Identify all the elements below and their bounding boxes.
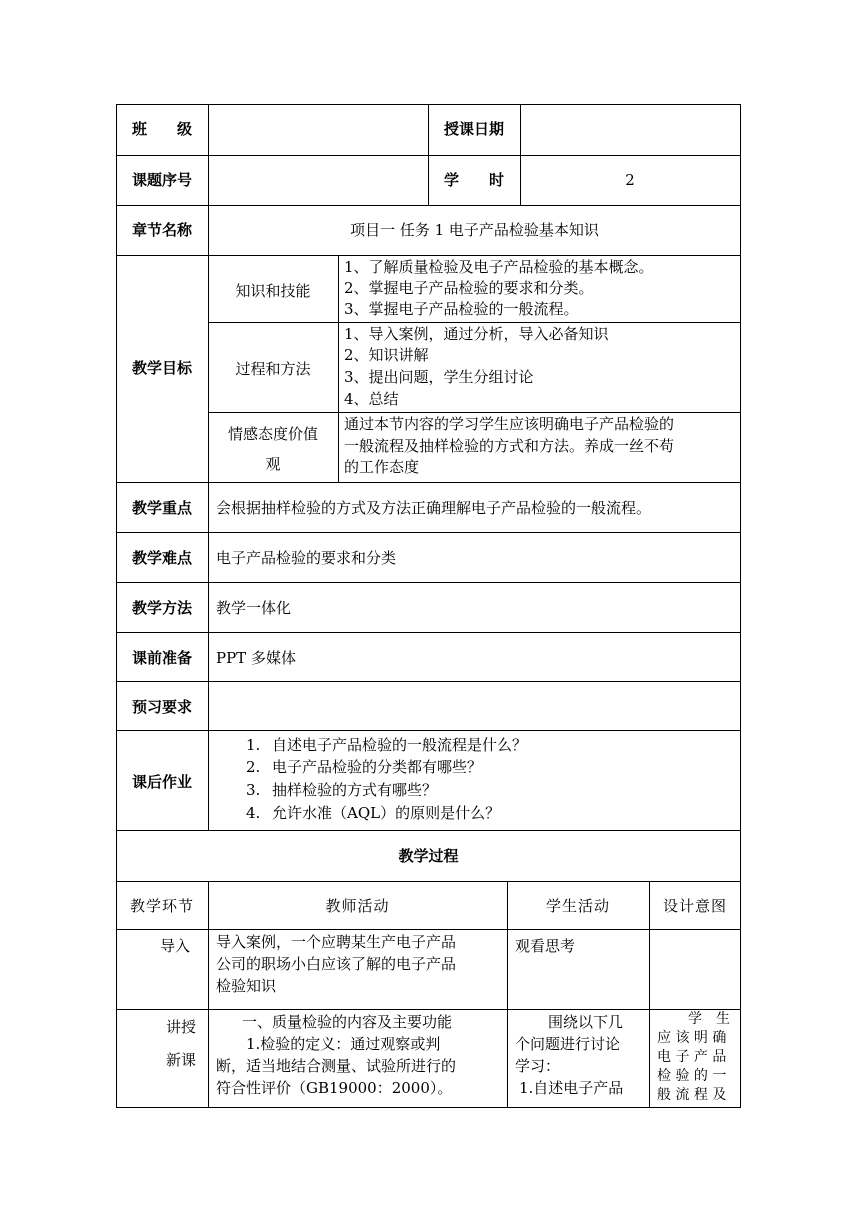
difficulty-value: 电子产品检验的要求和分类 bbox=[216, 549, 397, 567]
header-stage: 教学环节 bbox=[129, 897, 194, 915]
preparation-value: PPT 多媒体 bbox=[216, 649, 296, 667]
chapter-value: 项目一 任务 1 电子产品检验基本知识 bbox=[350, 221, 599, 239]
objective-knowledge-line: 1、了解质量检验及电子产品检验的基本概念。 bbox=[344, 258, 654, 276]
homework-item: 自述电子产品检验的一般流程是什么？ bbox=[272, 736, 528, 754]
homework-label: 课后作业 bbox=[131, 773, 192, 791]
objective-knowledge-line: 3、掌握电子产品检验的一般流程。 bbox=[344, 300, 579, 318]
intro-student-activity: 观看思考 bbox=[515, 937, 576, 955]
method-value: 教学一体化 bbox=[216, 599, 292, 617]
new-design-line: 应 该 明 确 bbox=[657, 1030, 727, 1046]
class-label: 班 级 bbox=[131, 120, 192, 138]
homework-number: 1. bbox=[246, 736, 261, 754]
objective-attitude-line: 的工作态度 bbox=[344, 458, 420, 476]
intro-stage: 导入 bbox=[160, 937, 191, 955]
lesson-number-label: 课题序号 bbox=[131, 171, 192, 189]
objective-process-line: 3、提出问题，学生分组讨论 bbox=[344, 368, 534, 386]
homework-item: 电子产品检验的分类都有哪些？ bbox=[272, 758, 483, 776]
intro-teacher-line: 导入案例，一个应聘某生产电子产品 bbox=[216, 933, 457, 951]
key-point-label: 教学重点 bbox=[131, 499, 192, 517]
objective-knowledge-line: 2、掌握电子产品检验的要求和分类。 bbox=[344, 279, 594, 297]
teaching-date-label: 授课日期 bbox=[443, 120, 504, 138]
difficulty-label: 教学难点 bbox=[131, 549, 192, 567]
new-lesson-stage: 新课 bbox=[166, 1051, 197, 1069]
new-teacher-line: 一、质量检验的内容及主要功能 bbox=[242, 1013, 453, 1031]
header-teacher-activity: 教师活动 bbox=[325, 897, 390, 915]
process-title: 教学过程 bbox=[398, 847, 459, 865]
preview-label: 预习要求 bbox=[131, 698, 192, 716]
preparation-label: 课前准备 bbox=[131, 649, 192, 667]
objective-process-label: 过程和方法 bbox=[235, 360, 311, 378]
new-teacher-line: 断，适当地结合测量、试验所进行的 bbox=[216, 1057, 457, 1075]
class-hours-label: 学 时 bbox=[443, 171, 504, 189]
new-teacher-line: 符合性评价（GB19000：2000）。 bbox=[216, 1079, 453, 1097]
homework-number: 3. bbox=[246, 781, 261, 799]
new-student-line: 1.自述电子产品 bbox=[519, 1079, 624, 1097]
objective-attitude-label: 观 bbox=[265, 455, 281, 473]
objectives-label: 教学目标 bbox=[131, 359, 192, 377]
new-teacher-line: 1.检验的定义：通过观察或判 bbox=[246, 1035, 441, 1053]
objective-process-line: 4、总结 bbox=[344, 390, 399, 408]
new-design-line: 电 子 产 品 bbox=[657, 1049, 727, 1065]
new-design-line: 检 验 的 一 bbox=[657, 1068, 727, 1084]
new-student-line: 学习： bbox=[515, 1057, 561, 1075]
objective-knowledge-label: 知识和技能 bbox=[235, 282, 311, 300]
header-student-activity: 学生活动 bbox=[545, 897, 610, 915]
homework-item: 允许水准（AQL）的原则是什么？ bbox=[272, 804, 501, 822]
objective-attitude-line: 通过本节内容的学习学生应该明确电子产品检验的 bbox=[344, 415, 675, 433]
new-design-line: 学 生 bbox=[688, 1011, 730, 1027]
new-student-line: 个问题进行讨论 bbox=[515, 1035, 621, 1053]
class-hours-value: 2 bbox=[625, 171, 635, 189]
header-design-intent: 设计意图 bbox=[662, 897, 727, 915]
objective-process-line: 1、导入案例，通过分析，导入必备知识 bbox=[344, 325, 609, 343]
key-point-value: 会根据抽样检验的方式及方法正确理解电子产品检验的一般流程。 bbox=[216, 499, 652, 517]
lesson-plan-table bbox=[116, 104, 741, 1108]
homework-item: 抽样检验的方式有哪些？ bbox=[272, 781, 438, 799]
new-lesson-stage: 讲授 bbox=[166, 1018, 197, 1036]
intro-teacher-line: 公司的职场小白应该了解的电子产品 bbox=[216, 955, 457, 973]
homework-number: 2. bbox=[246, 758, 261, 776]
homework-number: 4. bbox=[246, 804, 261, 822]
method-label: 教学方法 bbox=[131, 599, 192, 617]
objective-process-line: 2、知识讲解 bbox=[344, 346, 429, 364]
new-design-line: 般 流 程 及 bbox=[657, 1087, 727, 1103]
new-student-line: 围绕以下几 bbox=[548, 1013, 624, 1031]
objective-attitude-line: 一般流程及抽样检验的方式和方法。养成一丝不苟 bbox=[344, 437, 675, 455]
intro-teacher-line: 检验知识 bbox=[216, 977, 277, 995]
chapter-label: 章节名称 bbox=[131, 221, 192, 239]
objective-attitude-label: 情感态度价值 bbox=[227, 425, 318, 443]
